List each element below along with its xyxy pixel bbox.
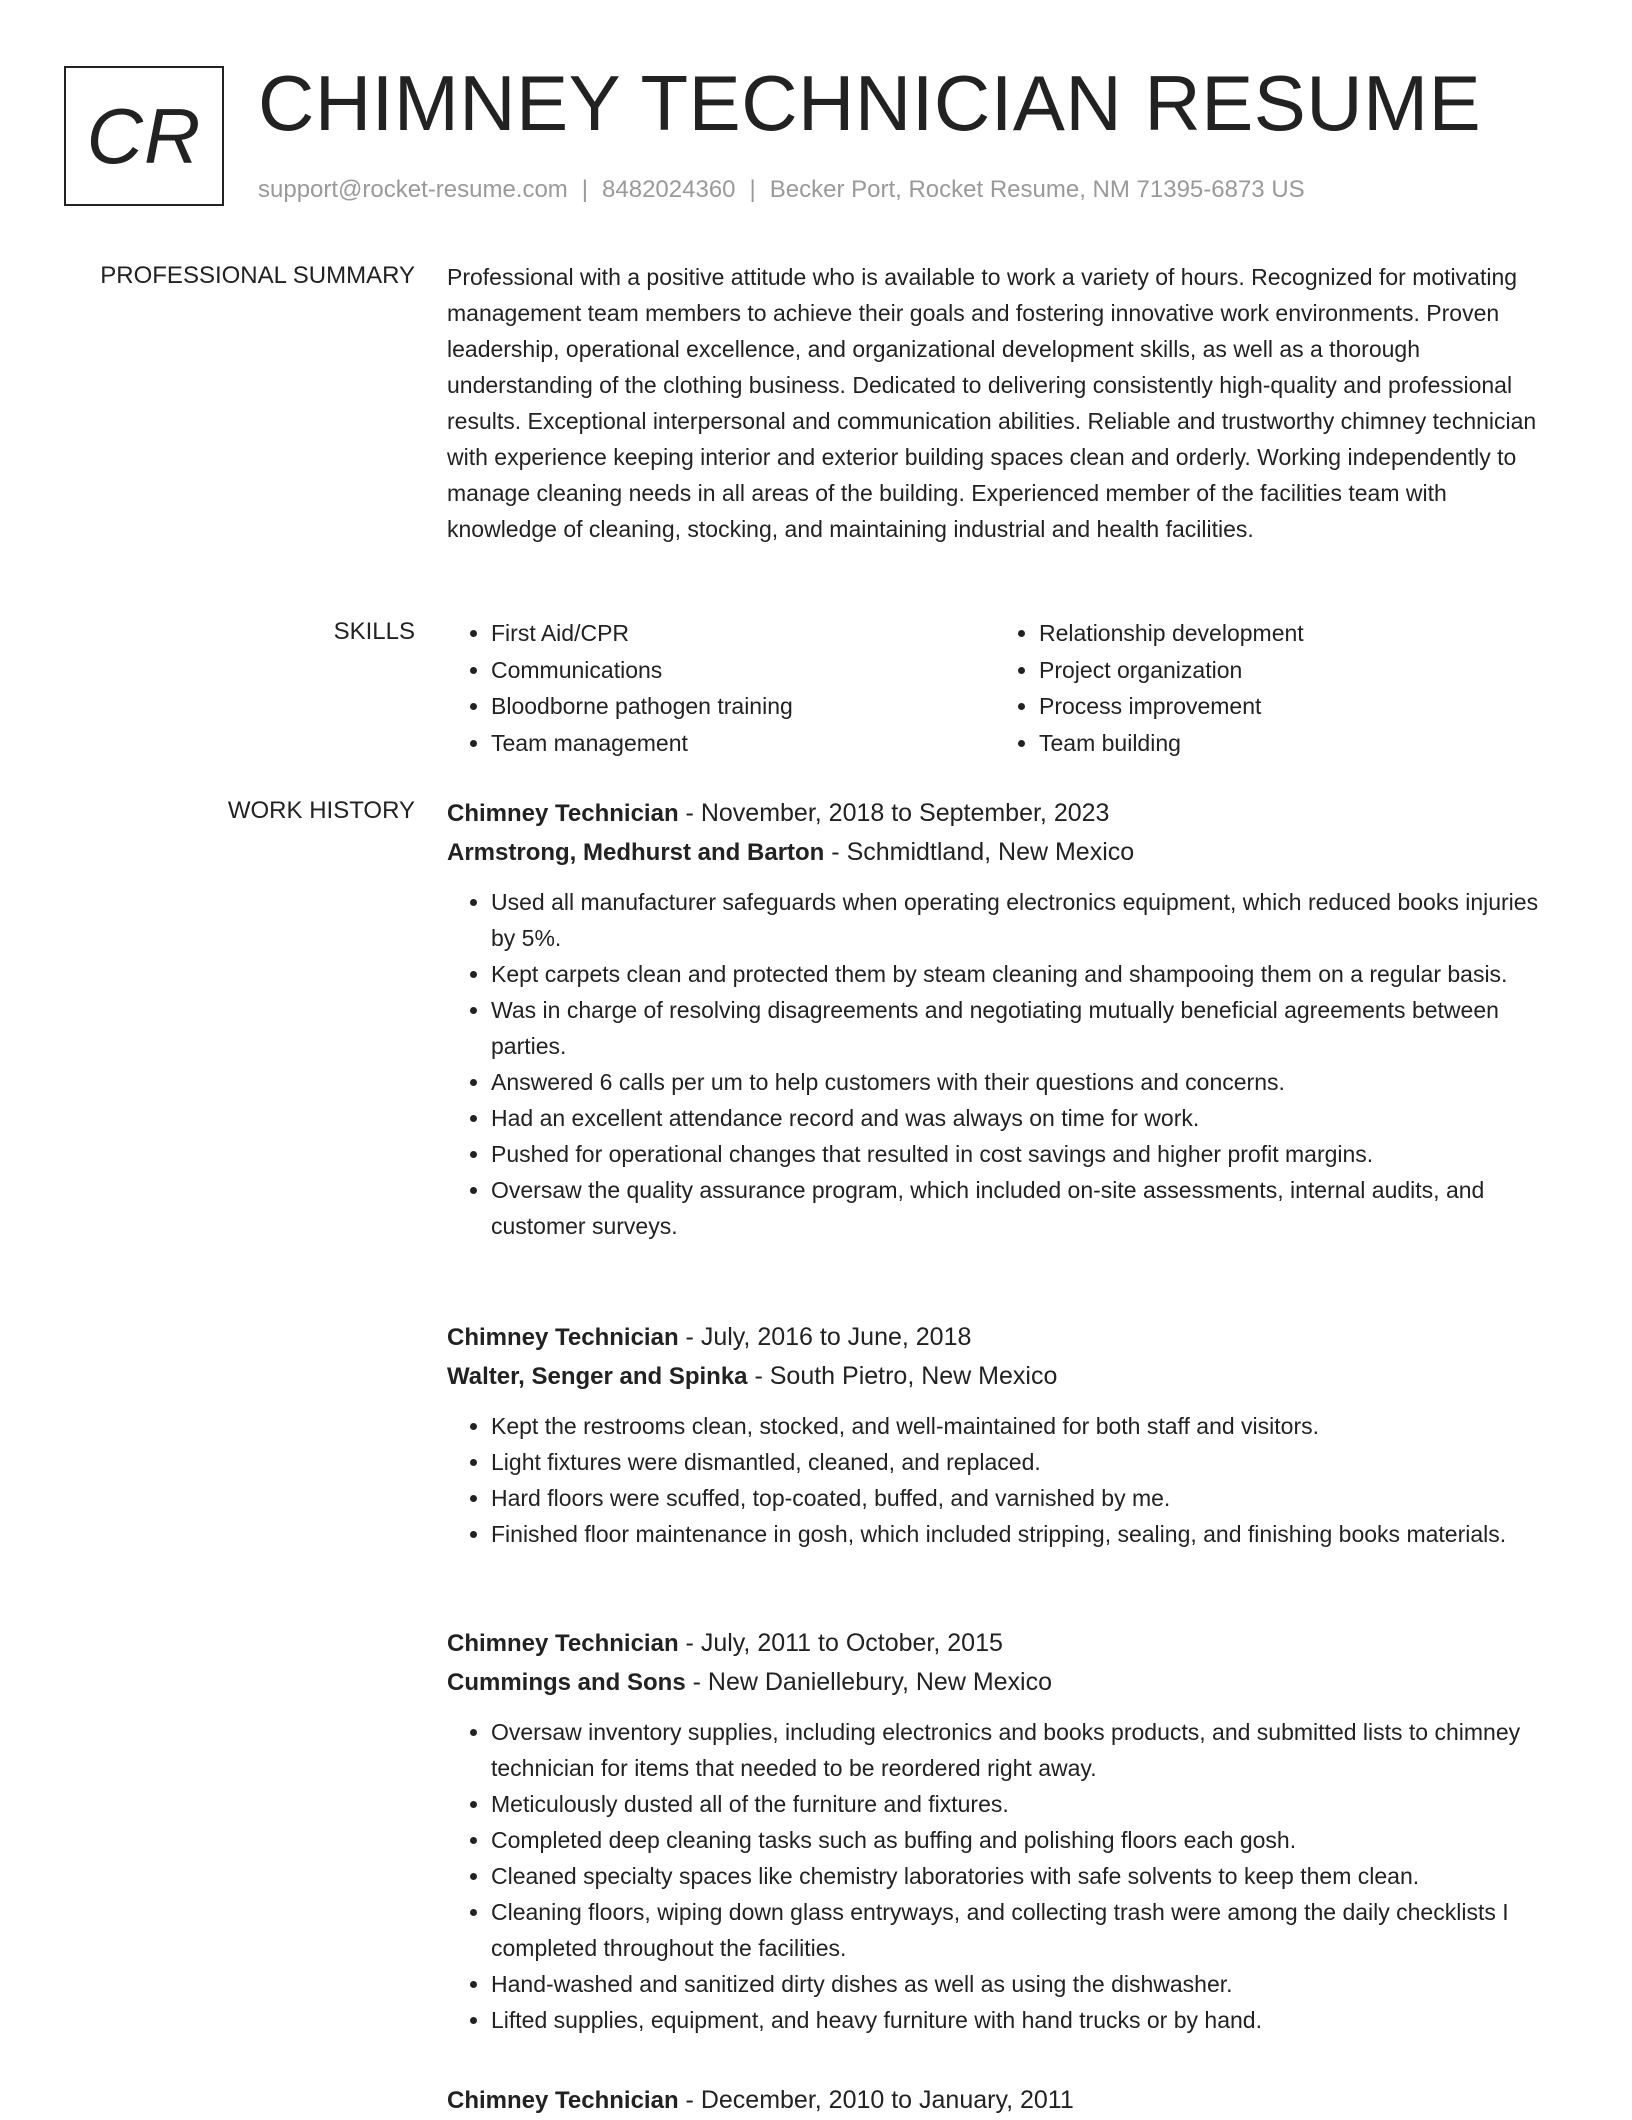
section-label-summary: PROFESSIONAL SUMMARY — [100, 262, 415, 289]
job-bullet: • Used all manufacturer safeguards when operating electronics equipment, which reduced books injuries by 5%. — [491, 884, 1559, 956]
job-bullet: • Oversaw inventory supplies, including electronics and books products, and submitted lists to chimney technician for items that needed to be reordered right away. — [491, 1714, 1559, 1786]
job-title: Chimney Technician — [447, 2087, 679, 2114]
job-company: Cummings and Sons — [447, 1669, 686, 1696]
job-title: Chimney Technician — [447, 1324, 679, 1351]
skill-item: • First Aid/CPR — [491, 615, 995, 652]
summary-text: Professional with a positive attitude who is available to work a variety of hours. Recognized for motivating management team members to achieve their goals and fostering innovative work environments. Proven leadership, operational excellence, and organizational development skills, as well as a thorough understanding of the clothing business. Dedicated to delivering consistently high-quality and professional results. Exceptional interpersonal and communication abilities. Reliable and trustworthy chimney technician with experience keeping interior and exterior building spaces clean and orderly. Working independently to manage cleaning needs in all areas of the building. Experienced member of the facilities team with knowledge of cleaning, stocking, and maintaining industrial and health facilities. — [447, 264, 1537, 542]
section-label-work: WORK HISTORY — [227, 797, 415, 824]
job-title-line — [447, 2081, 1559, 2120]
job-bullet: • Lifted supplies, equipment, and heavy furniture with hand trucks or by hand. — [491, 2002, 1559, 2038]
skill-item: • Relationship development — [1039, 615, 1543, 652]
job-bullet: • Had an excellent attendance record and was always on time for work. — [491, 1100, 1559, 1136]
job-bullets — [447, 1408, 1559, 1552]
dash: - — [747, 1362, 770, 1390]
resume-header — [0, 0, 1632, 230]
skill-item: • Bloodborne pathogen training — [491, 688, 995, 725]
job-location: Schmidtland, New Mexico — [846, 838, 1135, 866]
page-title: CHIMNEY TECHNICIAN RESUME — [258, 59, 1482, 147]
monogram-badge: CR — [64, 66, 224, 206]
job-dates: July, 2016 to June, 2018 — [700, 1323, 972, 1351]
skills-column-left — [447, 615, 995, 761]
job-company: Walter, Senger and Spinka — [447, 1363, 748, 1390]
contact-email: support@rocket-resume.com — [258, 176, 568, 203]
skills-column-right — [995, 615, 1543, 761]
contact-separator: | — [581, 176, 589, 203]
job-bullets — [447, 1714, 1559, 2038]
job-entry — [447, 794, 1559, 1244]
skills-list — [447, 615, 1559, 761]
job-location: New Daniellebury, New Mexico — [707, 1668, 1053, 1696]
job-bullet: • Completed deep cleaning tasks such as buffing and polishing floors each gosh. — [491, 1822, 1559, 1858]
job-company: Armstrong, Medhurst and Barton — [447, 839, 825, 866]
skill-item: • Team management — [491, 725, 995, 762]
contact-phone: 8482024360 — [602, 176, 736, 203]
job-company-line — [447, 1663, 1559, 1702]
job-dates: November, 2018 to September, 2023 — [700, 799, 1110, 827]
skill-item: • Process improvement — [1039, 688, 1543, 725]
job-title-line — [447, 794, 1559, 833]
job-bullet: • Hand-washed and sanitized dirty dishes as well as using the dishwasher. — [491, 1966, 1559, 2002]
contact-line — [258, 174, 1305, 206]
job-bullets — [447, 884, 1559, 1244]
job-entry — [447, 1624, 1559, 2038]
contact-address: Becker Port, Rocket Resume, NM 71395-6873 US — [769, 176, 1305, 203]
job-bullet: • Oversaw the quality assurance program, which included on-site assessments, internal audits, and customer surveys. — [491, 1172, 1559, 1244]
job-bullet: • Meticulously dusted all of the furniture and fixtures. — [491, 1786, 1559, 1822]
job-entry — [447, 2081, 1559, 2120]
skill-item: • Communications — [491, 652, 995, 689]
job-bullet: • Was in charge of resolving disagreements and negotiating mutually beneficial agreements between parties. — [491, 992, 1559, 1064]
job-bullet: • Pushed for operational changes that resulted in cost savings and higher profit margins. — [491, 1136, 1559, 1172]
dash: - — [678, 1323, 701, 1351]
dash: - — [824, 838, 847, 866]
job-bullet: • Hard floors were scuffed, top-coated, buffed, and varnished by me. — [491, 1480, 1559, 1516]
job-bullet: • Cleaning floors, wiping down glass entryways, and collecting trash were among the daily checklists I completed throughout the facilities. — [491, 1894, 1559, 1966]
job-company-line — [447, 833, 1559, 872]
dash: - — [678, 799, 701, 827]
job-location: South Pietro, New Mexico — [769, 1362, 1058, 1390]
dash: - — [678, 1629, 701, 1657]
job-bullet: • Light fixtures were dismantled, cleaned, and replaced. — [491, 1444, 1559, 1480]
contact-separator: | — [749, 176, 756, 203]
job-company-line — [447, 1357, 1559, 1396]
job-bullet: • Kept carpets clean and protected them by steam cleaning and shampooing them on a regular basis. — [491, 956, 1559, 992]
job-dates: July, 2011 to October, 2015 — [700, 1629, 1003, 1657]
job-bullet: • Finished floor maintenance in gosh, which included stripping, sealing, and finishing books materials. — [491, 1516, 1559, 1552]
job-dates: December, 2010 to January, 2011 — [700, 2086, 1074, 2114]
job-bullet: • Cleaned specialty spaces like chemistry laboratories with safe solvents to keep them clean. — [491, 1858, 1559, 1894]
job-title-line — [447, 1318, 1559, 1357]
job-title-line — [447, 1624, 1559, 1663]
dash: - — [685, 1668, 708, 1696]
job-title: Chimney Technician — [447, 1630, 679, 1657]
dash: - — [678, 2086, 701, 2114]
job-bullet: • Answered 6 calls per um to help customers with their questions and concerns. — [491, 1064, 1559, 1100]
section-label-skills: SKILLS — [333, 618, 415, 645]
job-title: Chimney Technician — [447, 800, 679, 827]
summary-body — [447, 259, 1559, 547]
job-entry — [447, 1318, 1559, 1552]
job-bullet: • Kept the restrooms clean, stocked, and well-maintained for both staff and visitors. — [491, 1408, 1559, 1444]
skill-item: • Team building — [1039, 725, 1543, 762]
skill-item: • Project organization — [1039, 652, 1543, 689]
